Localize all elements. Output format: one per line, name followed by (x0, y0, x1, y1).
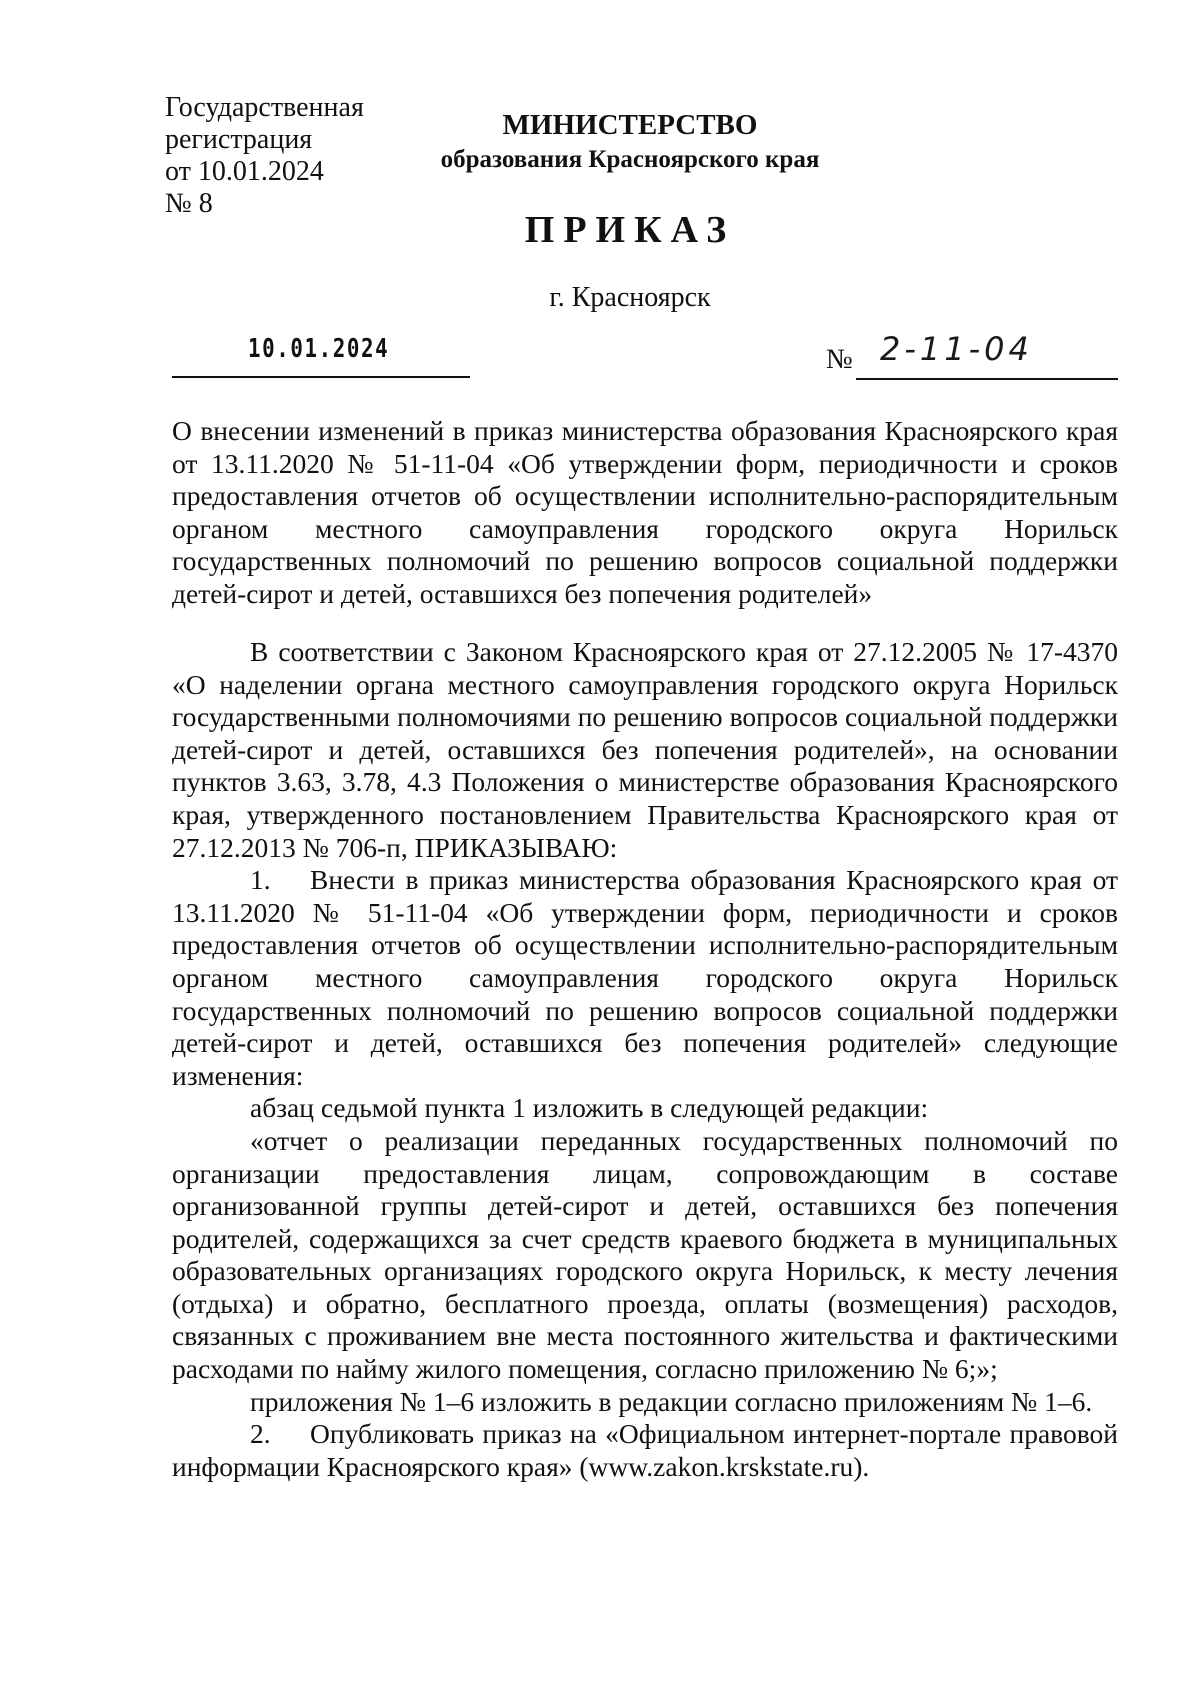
item-1-quote-paragraph: «отчет о реализации переданных государственных полномочий по организации предоставления лицам, сопровождающим в составе организованной группы детей-сирот и детей, оставшихся без попечения родителей, содержащихся за счет средств краевого бюджета в муниципальных образовательных организациях городского округа Норильск, к месту лечения (отдыха) и обратно, бесплатного проезда, оплаты (возмещения) расходов, связанных с проживанием вне места постоянного жительства и фактическими расходами по найму жилого помещения, согласно приложению № 6;»; (172, 1124, 1118, 1385)
ministry-subtitle: образования Красноярского края (440, 146, 820, 173)
item-2-paragraph (172, 1418, 1118, 1483)
order-number: 2-11-04 (880, 330, 1033, 368)
item-1-number: 1. (250, 864, 271, 896)
item-1-paragraph (172, 864, 1118, 1092)
document-subject (172, 415, 1118, 611)
registration-line-4: № 8 (165, 188, 213, 219)
registration-stamp (165, 92, 405, 220)
document-city: г. Красноярск (549, 282, 711, 313)
number-underline (856, 378, 1118, 380)
registration-line-3: от 10.01.2024 (165, 156, 324, 187)
preamble-paragraph: В соответствии с Законом Красноярского края от 27.12.2005 № 17-4370 «О наделении органа местного самоуправления городского округа Норильск государственными полномочиями по решению вопросов социальной поддержки детей-сирот и детей, оставшихся без попечения родителей», на основании пунктов 3.63, 3.78, 4.3 Положения о министерстве образования Красноярского края, утвержденного постановлением Правительства Красноярского края от 27.12.2013 № 706-п, ПРИКАЗЫВАЮ: (172, 636, 1118, 863)
item-1-text: Внести в приказ министерства образования Красноярского края от 13.11.2020 № 51-11-04 «Об утверждении форм, периодичности и сроков предоставления отчетов об осуществлении исполнительно-распорядительным органом местного самоуправления городского округа Норильск государственных полномочий по решению вопросов социальной поддержки детей-сирот и детей, оставшихся без попечения родителей» следующие изменения: (172, 864, 1118, 1091)
order-number-label: № (826, 344, 853, 375)
order-date: 10.01.2024 (248, 334, 390, 364)
ministry-heading (400, 108, 860, 178)
document-body (172, 636, 1118, 1483)
date-underline (172, 376, 470, 378)
subject-text: О внесении изменений в приказ министерства образования Красноярского края от 13.11.2020 № 51-11-04 «Об утверждении форм, периодичности и сроков предоставления отчетов об осуществлении исполнительно-распорядительным органом местного самоуправления городского округа Норильск государственных полномочий по решению вопросов социальной поддержки детей-сирот и детей, оставшихся без попечения родителей» (172, 415, 1118, 609)
item-2-number: 2. (250, 1418, 271, 1450)
ministry-title: МИНИСТЕРСТВО (502, 109, 758, 141)
registration-line-2: регистрация (165, 124, 313, 155)
item-1-sub-paragraph-2: приложения № 1–6 изложить в редакции согласно приложениям № 1–6. (250, 1385, 1093, 1417)
item-1-sub-paragraph-1: абзац седьмой пункта 1 изложить в следующей редакции: (250, 1092, 929, 1124)
item-2-text: Опубликовать приказ на «Официальном интернет-портале правовой информации Красноярского края» (www.zakon.krskstate.ru). (172, 1418, 1118, 1482)
registration-line-1: Государственная (165, 92, 364, 123)
document-type: ПРИКАЗ (524, 209, 736, 251)
